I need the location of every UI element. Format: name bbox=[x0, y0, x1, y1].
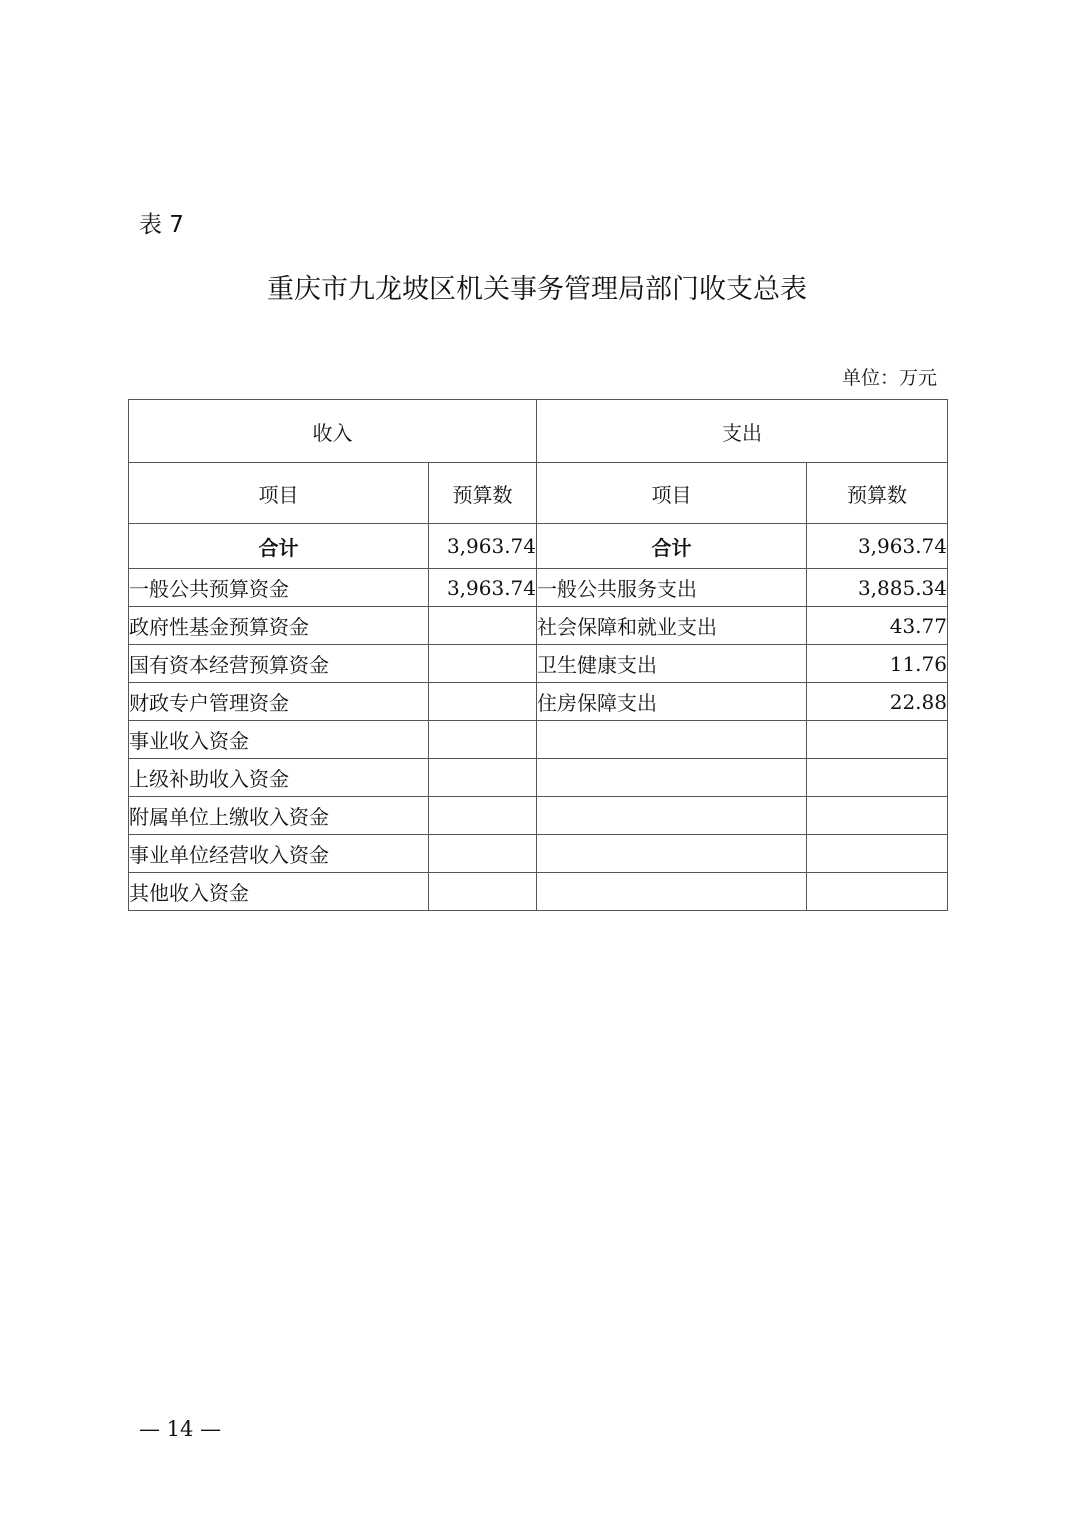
income-item-cell: 附属单位上缴收入资金 bbox=[129, 797, 429, 835]
table-row bbox=[129, 721, 948, 759]
income-total-label: 合计 bbox=[129, 524, 429, 569]
income-item-cell: 国有资本经营预算资金 bbox=[129, 645, 429, 683]
expense-total-label: 合计 bbox=[537, 524, 807, 569]
income-amount-header: 预算数 bbox=[429, 463, 537, 524]
income-amount-cell bbox=[429, 645, 537, 683]
expense-item-cell bbox=[537, 873, 807, 911]
table-row bbox=[129, 607, 948, 645]
table-row bbox=[129, 873, 948, 911]
expense-item-cell: 一般公共服务支出 bbox=[537, 569, 807, 607]
income-amount-cell: 3,963.74 bbox=[429, 569, 537, 607]
income-item-cell: 财政专户管理资金 bbox=[129, 683, 429, 721]
column-header-row bbox=[129, 463, 948, 524]
expense-amount-header: 预算数 bbox=[807, 463, 948, 524]
income-amount-cell bbox=[429, 683, 537, 721]
income-item-cell: 上级补助收入资金 bbox=[129, 759, 429, 797]
expense-group-header: 支出 bbox=[537, 400, 948, 463]
income-group-header: 收入 bbox=[129, 400, 537, 463]
income-item-cell: 一般公共预算资金 bbox=[129, 569, 429, 607]
income-amount-cell bbox=[429, 835, 537, 873]
expense-amount-cell: 11.76 bbox=[807, 645, 948, 683]
income-item-cell: 政府性基金预算资金 bbox=[129, 607, 429, 645]
page-number: — 14 — bbox=[139, 1417, 222, 1441]
budget-summary-table bbox=[128, 399, 948, 911]
table-row bbox=[129, 569, 948, 607]
expense-amount-cell bbox=[807, 759, 948, 797]
income-item-cell: 事业收入资金 bbox=[129, 721, 429, 759]
expense-total-amount: 3,963.74 bbox=[807, 524, 948, 569]
expense-amount-cell: 3,885.34 bbox=[807, 569, 948, 607]
expense-amount-cell bbox=[807, 721, 948, 759]
expense-item-cell bbox=[537, 721, 807, 759]
table-row bbox=[129, 645, 948, 683]
expense-item-cell bbox=[537, 797, 807, 835]
total-row bbox=[129, 524, 948, 569]
table-row bbox=[129, 835, 948, 873]
table-number: 表 7 bbox=[139, 212, 184, 238]
income-amount-cell bbox=[429, 721, 537, 759]
income-amount-cell bbox=[429, 759, 537, 797]
income-item-header: 项目 bbox=[129, 463, 429, 524]
expense-item-cell: 卫生健康支出 bbox=[537, 645, 807, 683]
expense-item-cell bbox=[537, 759, 807, 797]
income-total-amount: 3,963.74 bbox=[429, 524, 537, 569]
income-item-cell: 事业单位经营收入资金 bbox=[129, 835, 429, 873]
table-row bbox=[129, 797, 948, 835]
expense-item-cell bbox=[537, 835, 807, 873]
expense-amount-cell bbox=[807, 835, 948, 873]
table-row bbox=[129, 683, 948, 721]
income-item-cell: 其他收入资金 bbox=[129, 873, 429, 911]
income-amount-cell bbox=[429, 873, 537, 911]
expense-amount-cell bbox=[807, 873, 948, 911]
group-header-row bbox=[129, 400, 948, 463]
table-row bbox=[129, 759, 948, 797]
unit-label: 单位：万元 bbox=[841, 367, 937, 389]
expense-amount-cell: 43.77 bbox=[807, 607, 948, 645]
expense-item-cell: 住房保障支出 bbox=[537, 683, 807, 721]
income-amount-cell bbox=[429, 797, 537, 835]
income-amount-cell bbox=[429, 607, 537, 645]
expense-item-header: 项目 bbox=[537, 463, 807, 524]
expense-item-cell: 社会保障和就业支出 bbox=[537, 607, 807, 645]
expense-amount-cell bbox=[807, 797, 948, 835]
page-title: 重庆市九龙坡区机关事务管理局部门收支总表 bbox=[267, 274, 807, 305]
expense-amount-cell: 22.88 bbox=[807, 683, 948, 721]
